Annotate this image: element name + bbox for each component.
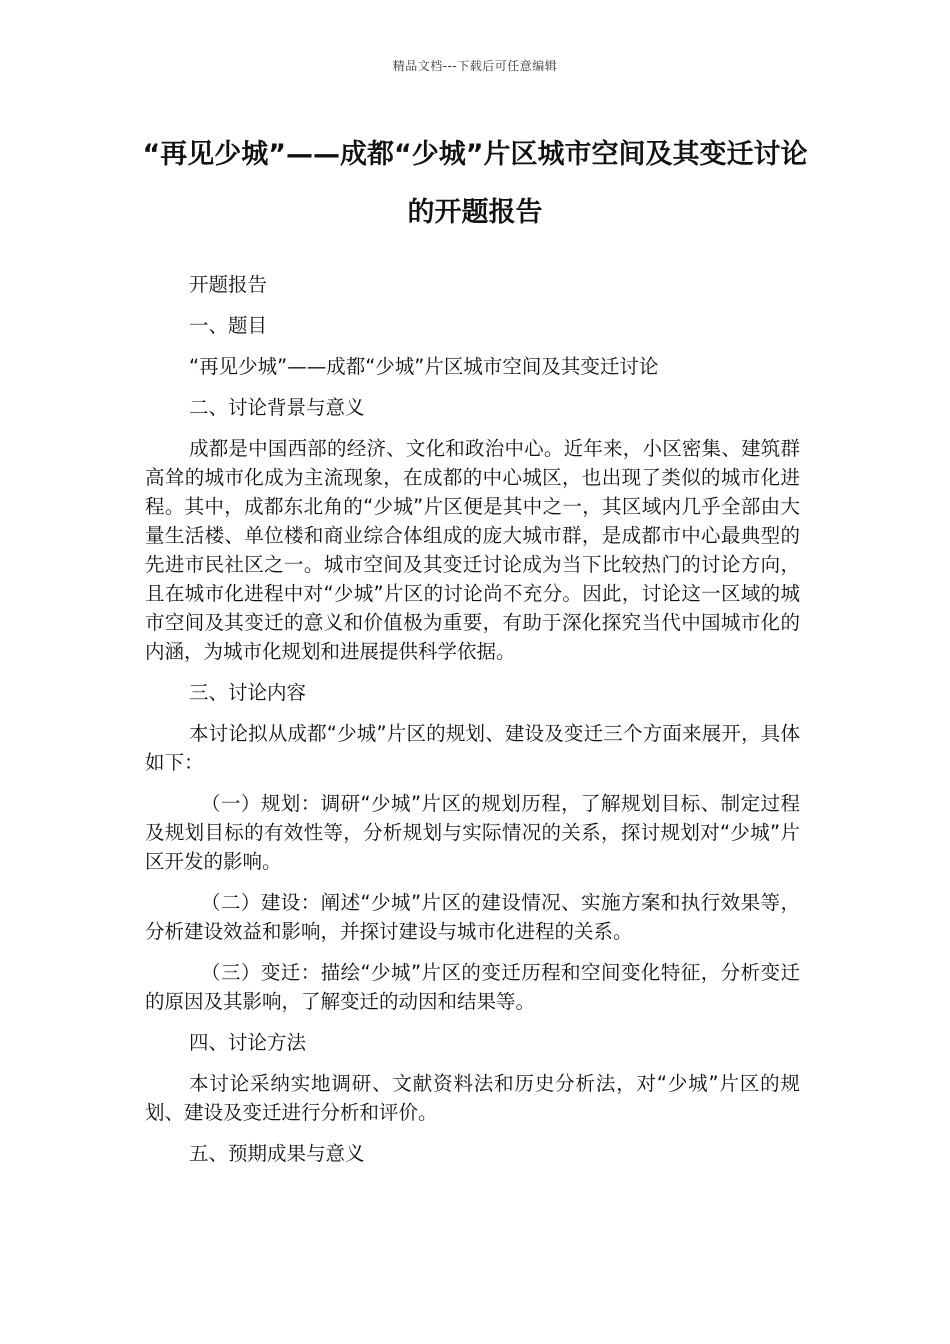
paragraph-change: （三）变迁：描绘“少城”片区的变迁历程和空间变化特征，分析变迁的原因及其影响，了解变迁的动因和结果等。 xyxy=(145,961,800,1013)
section-heading-content: 三、讨论内容 xyxy=(189,681,307,704)
paragraph-construction: （二）建设：阐述“少城”片区的建设情况、实施方案和执行效果等，分析建设效益和影响，并探讨建设与城市化进程的关系。 xyxy=(145,891,800,943)
document-body xyxy=(145,270,800,1180)
paragraph-planning: （一）规划：调研“少城”片区的规划历程，了解规划目标、制定过程及规划目标的有效性等，分析规划与实际情况的关系，探讨规划对“少城”片区开发的影响。 xyxy=(145,792,800,873)
paragraph-content-intro: 本讨论拟从成都“少城”片区的规划、建设及变迁三个方面来展开，具体如下： xyxy=(145,722,800,774)
header-note: 精品文档---下载后可任意编辑 xyxy=(392,59,558,73)
paragraph-method: 本讨论采纳实地调研、文献资料法和历史分析法，对“少城”片区的规划、建设及变迁进行分析和评价。 xyxy=(145,1072,800,1124)
section-heading-topic: 一、题目 xyxy=(189,314,268,337)
paragraph-background: 成都是中国西部的经济、文化和政治中心。近年来，小区密集、建筑群高耸的城市化成为主流现象，在成都的中心城区，也出现了类似的城市化进程。其中，成都东北角的“少城”片区便是其中之一，其区域内几乎全部由大量生活楼、单位楼和商业综合体组成的庞大城市群，是成都市中心最典型的先进市民社区之一。城市空间及其变迁讨论成为当下比较热门的讨论方向，且在城市化进程中对“少城”片区的讨论尚不充分。因此，讨论这一区域的城市空间及其变迁的意义和价值极为重要，有助于深化探究当代中国城市化的内涵，为城市化规划和进展提供科学依据。 xyxy=(145,437,800,663)
section-heading-background: 二、讨论背景与意义 xyxy=(189,396,365,419)
section-heading-method: 四、讨论方法 xyxy=(189,1031,307,1054)
section-heading-outcomes: 五、预期成果与意义 xyxy=(189,1142,365,1165)
paragraph-heading-report: 开题报告 xyxy=(189,273,268,296)
document-title: “再见少城”——成都“少城”片区城市空间及其变迁讨论的开题报告 xyxy=(142,139,808,228)
paragraph-topic: “再见少城”——成都“少城”片区城市空间及其变迁讨论 xyxy=(189,355,659,378)
